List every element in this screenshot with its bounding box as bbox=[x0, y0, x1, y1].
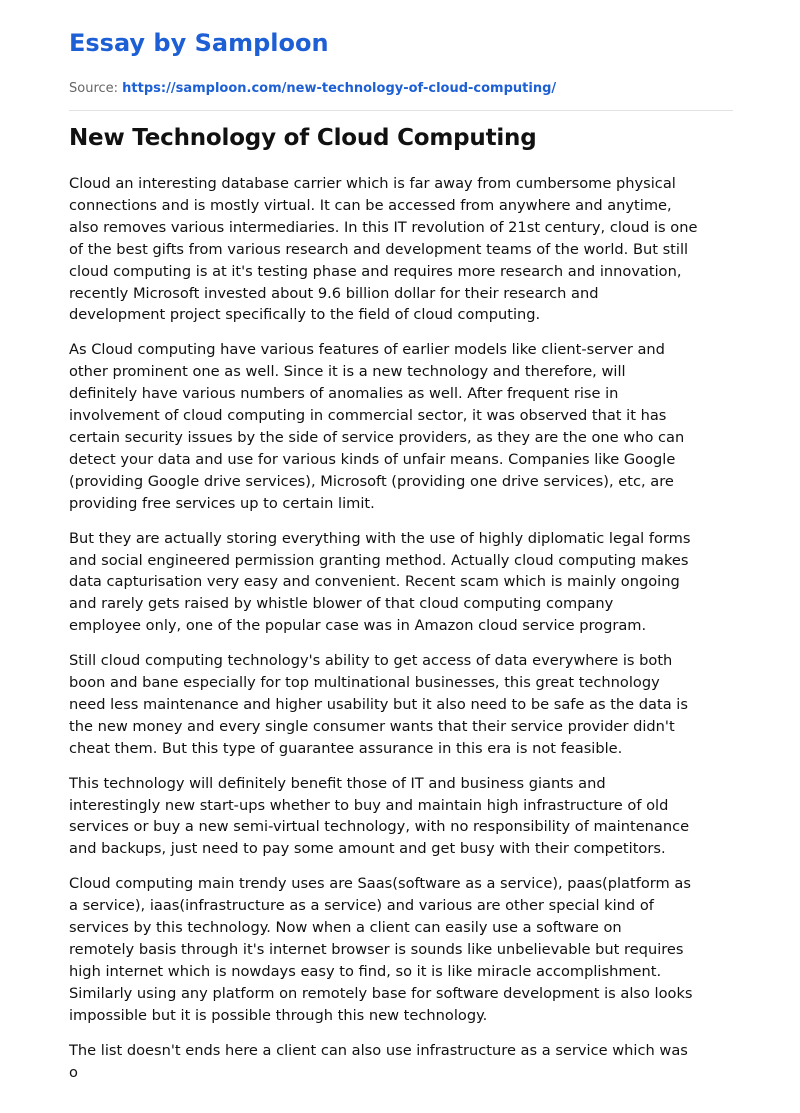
article-body bbox=[69, 173, 733, 1096]
text-line: providing free services up to certain limit. bbox=[69, 494, 375, 512]
text-line: and social engineered permission granting method. Actually cloud computing makes bbox=[69, 551, 689, 569]
header-divider bbox=[69, 110, 733, 111]
text-line: As Cloud computing have various features of earlier models like client-server and bbox=[69, 341, 665, 359]
text-line: connections and is mostly virtual. It can be accessed from anywhere and anytime, bbox=[69, 196, 672, 214]
paragraph bbox=[69, 528, 733, 638]
text-line: impossible but it is possible through this new technology. bbox=[69, 1006, 488, 1024]
text-line: cheat them. But this type of guarantee assurance in this era is not feasible. bbox=[69, 739, 623, 757]
paragraph bbox=[69, 773, 733, 861]
text-line: need less maintenance and higher usability but it also need to be safe as the data is bbox=[69, 695, 688, 713]
paragraph bbox=[69, 173, 733, 326]
text-line: Similarly using any platform on remotely base for software development is also looks bbox=[69, 984, 693, 1002]
text-line: employee only, one of the popular case was in Amazon cloud service program. bbox=[69, 617, 647, 635]
text-line: Cloud computing main trendy uses are Saas(software as a service), paas(platform as bbox=[69, 875, 691, 893]
source-line bbox=[69, 80, 556, 98]
paragraph bbox=[69, 339, 733, 514]
text-line: also removes various intermediaries. In this IT revolution of 21st century, cloud is one bbox=[69, 218, 698, 236]
text-line: of the best gifts from various research and development teams of the world. But still bbox=[69, 240, 689, 258]
text-line: the new money and every single consumer wants that their service provider didn't bbox=[69, 717, 675, 735]
text-line: services or buy a new semi-virtual technology, with no responsibility of maintenance bbox=[69, 818, 690, 836]
text-line: recently Microsoft invested about 9.6 billion dollar for their research and bbox=[69, 284, 599, 302]
text-line: interestingly new start-ups whether to buy and maintain high infrastructure of old bbox=[69, 796, 669, 814]
text-line: certain security issues by the side of service providers, as they are the one who can bbox=[69, 428, 685, 446]
text-line: Cloud an interesting database carrier which is far away from cumbersome physical bbox=[69, 175, 676, 192]
text-line: high internet which is nowdays easy to find, so it is like miracle accomplishment. bbox=[69, 962, 662, 980]
text-line: boon and bane especially for top multinational businesses, this great technology bbox=[69, 674, 660, 692]
paragraph bbox=[69, 873, 733, 1026]
text-line: But they are actually storing everything with the use of highly diplomatic legal forms bbox=[69, 529, 691, 547]
text-line: and rarely gets raised by whistle blower of that cloud computing company bbox=[69, 595, 614, 613]
text-line: This technology will definitely benefit those of IT and business giants and bbox=[69, 774, 606, 792]
source-label: Source: bbox=[69, 81, 119, 96]
text-line: cloud computing is at it's testing phase and requires more research and innovation, bbox=[69, 262, 682, 280]
text-line: o bbox=[69, 1063, 78, 1081]
text-line: (providing Google drive services), Microsoft (providing one drive services), etc, are bbox=[69, 472, 674, 490]
source-link[interactable]: https://samploon.com/new-technology-of-cloud-computing/ bbox=[122, 81, 557, 96]
text-line: involvement of cloud computing in commercial sector, it was observed that it has bbox=[69, 407, 667, 425]
article-title: New Technology of Cloud Computing bbox=[69, 125, 537, 151]
text-line: The list doesn't ends here a client can also use infrastructure as a service which was bbox=[69, 1041, 688, 1059]
text-line: definitely have various numbers of anomalies as well. After frequent rise in bbox=[69, 385, 619, 403]
text-line: development project specifically to the field of cloud computing. bbox=[69, 306, 541, 324]
text-line: a service), iaas(infrastructure as a service) and various are other special kind of bbox=[69, 897, 654, 915]
text-line: and backups, just need to pay some amount and get busy with their competitors. bbox=[69, 840, 666, 858]
text-line: Still cloud computing technology's ability to get access of data everywhere is both bbox=[69, 652, 673, 670]
paragraph bbox=[69, 650, 733, 760]
text-line: data capturisation very easy and convenient. Recent scam which is mainly ongoing bbox=[69, 573, 680, 591]
text-line: services by this technology. Now when a client can easily use a software on bbox=[69, 919, 622, 937]
text-line: detect your data and use for various kinds of unfair means. Companies like Google bbox=[69, 450, 676, 468]
brand-title: Essay by Samploon bbox=[69, 29, 329, 57]
text-line: other prominent one as well. Since it is a new technology and therefore, will bbox=[69, 363, 626, 381]
paragraph bbox=[69, 1040, 733, 1084]
text-line: remotely basis through it's internet browser is sounds like unbelievable but requires bbox=[69, 941, 684, 958]
